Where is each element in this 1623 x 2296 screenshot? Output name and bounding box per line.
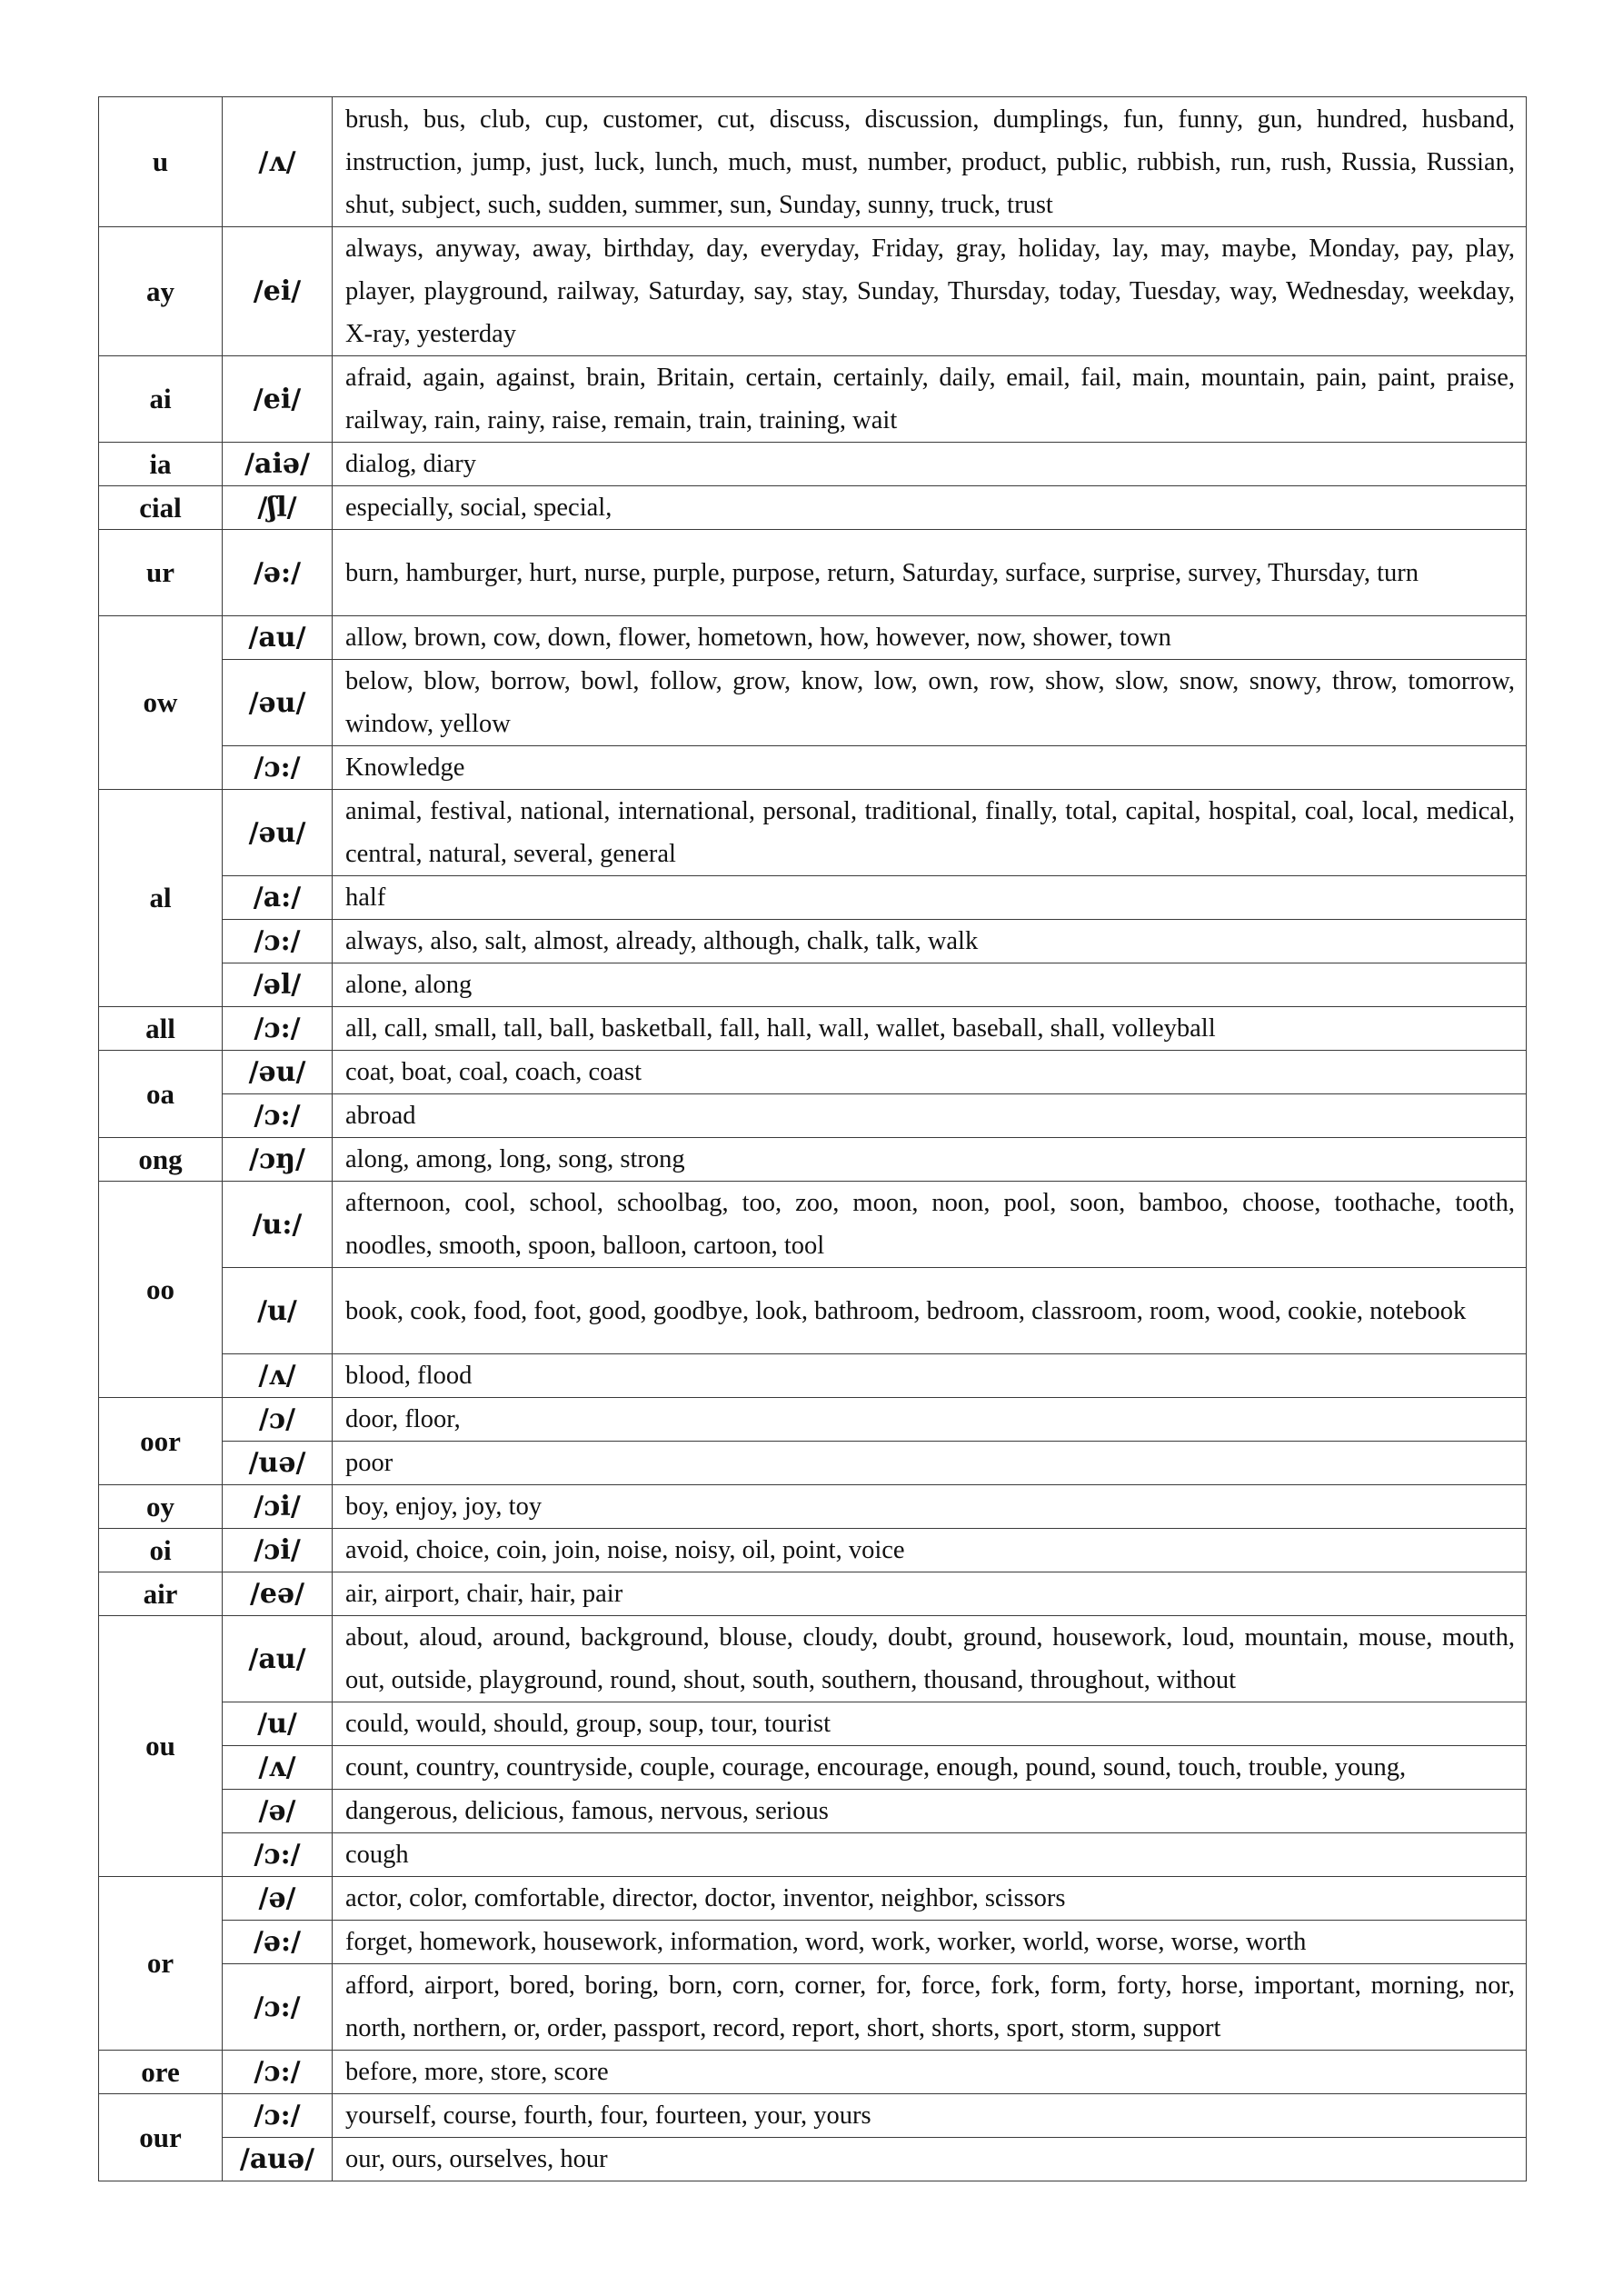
phonetic-symbol: /əu/ — [223, 790, 333, 876]
example-words: coat, boat, coal, coach, coast — [333, 1051, 1527, 1094]
example-words: cough — [333, 1833, 1527, 1877]
phonetic-symbol: /ei/ — [223, 227, 333, 356]
table-row — [99, 2094, 1527, 2138]
example-words: abroad — [333, 1094, 1527, 1138]
table-row — [99, 1094, 1527, 1138]
example-words: blood, flood — [333, 1354, 1527, 1398]
letter-group: air — [99, 1572, 223, 1616]
table-row — [99, 1268, 1527, 1354]
phonetic-symbol: /u/ — [223, 1702, 333, 1746]
letter-group: our — [99, 2094, 223, 2181]
phonetic-symbol: /eə/ — [223, 1572, 333, 1616]
example-words: count, country, countryside, couple, courage, encourage, enough, pound, sound, touch, trouble, young, — [333, 1746, 1527, 1790]
letter-group: oy — [99, 1485, 223, 1529]
table-row — [99, 1354, 1527, 1398]
phonetic-symbol: /uə/ — [223, 1442, 333, 1485]
example-words: all, call, small, tall, ball, basketball, fall, hall, wall, wallet, baseball, shall, volleyball — [333, 1007, 1527, 1051]
example-words: dialog, diary — [333, 443, 1527, 486]
example-words: before, more, store, score — [333, 2051, 1527, 2094]
phonetic-symbol: /au/ — [223, 1616, 333, 1702]
phonetic-symbol: /a:/ — [223, 876, 333, 920]
letter-group: al — [99, 790, 223, 1007]
phonetic-symbol: /ʌ/ — [223, 97, 333, 227]
example-words: could, would, should, group, soup, tour, tourist — [333, 1702, 1527, 1746]
phonetic-symbol: /ʃl/ — [223, 486, 333, 530]
letter-group: oa — [99, 1051, 223, 1138]
table-row — [99, 1138, 1527, 1182]
table-row — [99, 963, 1527, 1007]
example-words: Knowledge — [333, 746, 1527, 790]
letter-group: all — [99, 1007, 223, 1051]
phonetic-symbol: /əu/ — [223, 1051, 333, 1094]
letter-group: ong — [99, 1138, 223, 1182]
table-row — [99, 876, 1527, 920]
phonetic-symbol: /au/ — [223, 616, 333, 660]
example-words: door, floor, — [333, 1398, 1527, 1442]
table-row — [99, 443, 1527, 486]
table-row — [99, 1051, 1527, 1094]
table-row — [99, 1529, 1527, 1572]
table-row — [99, 660, 1527, 746]
letter-group: ai — [99, 356, 223, 443]
table-row — [99, 2138, 1527, 2181]
table-row — [99, 1182, 1527, 1268]
table-row — [99, 486, 1527, 530]
example-words: poor — [333, 1442, 1527, 1485]
phonetic-symbol: /ə:/ — [223, 1921, 333, 1964]
letter-group: ur — [99, 530, 223, 616]
example-words: afternoon, cool, school, schoolbag, too, zoo, moon, noon, pool, soon, bamboo, choose, toothache, tooth, noodles, smooth, spoon, balloon, cartoon, tool — [333, 1182, 1527, 1268]
example-words: yourself, course, fourth, four, fourteen, your, yours — [333, 2094, 1527, 2138]
table-row — [99, 2051, 1527, 2094]
letter-group: oi — [99, 1529, 223, 1572]
example-words: dangerous, delicious, famous, nervous, serious — [333, 1790, 1527, 1833]
phonetic-symbol: /ʌ/ — [223, 1354, 333, 1398]
letter-group: oor — [99, 1398, 223, 1485]
letter-group: or — [99, 1877, 223, 2051]
table-row — [99, 1746, 1527, 1790]
letter-group: ore — [99, 2051, 223, 2094]
phonetic-symbol: /əl/ — [223, 963, 333, 1007]
table-row — [99, 97, 1527, 227]
table-row — [99, 1921, 1527, 1964]
example-words: book, cook, food, foot, good, goodbye, look, bathroom, bedroom, classroom, room, wood, cookie, notebook — [333, 1268, 1527, 1354]
table-row — [99, 356, 1527, 443]
letter-group: ow — [99, 616, 223, 790]
phonetic-symbol: /ɔ:/ — [223, 2051, 333, 2094]
phonetic-symbol: /əu/ — [223, 660, 333, 746]
example-words: brush, bus, club, cup, customer, cut, discuss, discussion, dumplings, fun, funny, gun, hundred, husband, instruction, jump, just, luck, lunch, much, must, number, product, public, rubbish, run, rush, Russia, Russian, shut, subject, such, sudden, summer, sun, Sunday, sunny, truck, trust — [333, 97, 1527, 227]
phonetic-symbol: /u:/ — [223, 1182, 333, 1268]
table-row — [99, 1877, 1527, 1921]
phonetic-symbol: /ə/ — [223, 1877, 333, 1921]
phonetic-symbol: /ɔ:/ — [223, 1964, 333, 2051]
phonetic-symbol: /aiə/ — [223, 443, 333, 486]
phonetic-symbol: /ɔi/ — [223, 1529, 333, 1572]
example-words: air, airport, chair, hair, pair — [333, 1572, 1527, 1616]
table-row — [99, 227, 1527, 356]
letter-group: cial — [99, 486, 223, 530]
table-row — [99, 1485, 1527, 1529]
table-row — [99, 1398, 1527, 1442]
letter-group: ia — [99, 443, 223, 486]
table-row — [99, 1833, 1527, 1877]
phonetic-symbol: /u/ — [223, 1268, 333, 1354]
example-words: always, also, salt, almost, already, although, chalk, talk, walk — [333, 920, 1527, 963]
table-row — [99, 1616, 1527, 1702]
table-row — [99, 530, 1527, 616]
phonetic-symbol: /ɔ/ — [223, 1398, 333, 1442]
phonetic-symbol: /ɔ:/ — [223, 1833, 333, 1877]
example-words: especially, social, special, — [333, 486, 1527, 530]
letter-group: oo — [99, 1182, 223, 1398]
phonetic-symbol: /ɔŋ/ — [223, 1138, 333, 1182]
table-row — [99, 1964, 1527, 2051]
example-words: allow, brown, cow, down, flower, hometown, how, however, now, shower, town — [333, 616, 1527, 660]
example-words: forget, homework, housework, information, word, work, worker, world, worse, worse, worth — [333, 1921, 1527, 1964]
letter-group: ou — [99, 1616, 223, 1877]
example-words: boy, enjoy, joy, toy — [333, 1485, 1527, 1529]
phonetic-symbol: /ʌ/ — [223, 1746, 333, 1790]
letter-group: u — [99, 97, 223, 227]
table-row — [99, 790, 1527, 876]
table-row — [99, 616, 1527, 660]
phonics-table — [98, 96, 1527, 2181]
example-words: alone, along — [333, 963, 1527, 1007]
table-row — [99, 1007, 1527, 1051]
example-words: avoid, choice, coin, join, noise, noisy, oil, point, voice — [333, 1529, 1527, 1572]
example-words: afraid, again, against, brain, Britain, certain, certainly, daily, email, fail, main, mountain, pain, paint, praise, railway, rain, rainy, raise, remain, train, training, wait — [333, 356, 1527, 443]
example-words: actor, color, comfortable, director, doctor, inventor, neighbor, scissors — [333, 1877, 1527, 1921]
example-words: burn, hamburger, hurt, nurse, purple, purpose, return, Saturday, surface, surprise, survey, Thursday, turn — [333, 530, 1527, 616]
phonetic-symbol: /ɔ:/ — [223, 920, 333, 963]
phonetic-symbol: /ɔ:/ — [223, 1094, 333, 1138]
example-words: always, anyway, away, birthday, day, everyday, Friday, gray, holiday, lay, may, maybe, Monday, pay, play, player, playground, railway, Saturday, say, stay, Sunday, Thursday, today, Tuesday, way, Wednesday, weekday, X-ray, yesterday — [333, 227, 1527, 356]
phonetic-symbol: /auə/ — [223, 2138, 333, 2181]
example-words: afford, airport, bored, boring, born, corn, corner, for, force, fork, form, forty, horse, important, morning, nor, north, northern, or, order, passport, record, report, short, shorts, sport, storm, support — [333, 1964, 1527, 2051]
phonetic-symbol: /ɔ:/ — [223, 2094, 333, 2138]
letter-group: ay — [99, 227, 223, 356]
table-row — [99, 1572, 1527, 1616]
phonetic-symbol: /ɔi/ — [223, 1485, 333, 1529]
table-row — [99, 1442, 1527, 1485]
phonetic-symbol: /ə:/ — [223, 530, 333, 616]
example-words: about, aloud, around, background, blouse, cloudy, doubt, ground, housework, loud, mountain, mouse, mouth, out, outside, playground, round, shout, south, southern, thousand, throughout, without — [333, 1616, 1527, 1702]
example-words: below, blow, borrow, bowl, follow, grow, know, low, own, row, show, slow, snow, snowy, throw, tomorrow, window, yellow — [333, 660, 1527, 746]
phonetic-symbol: /ɔ:/ — [223, 1007, 333, 1051]
example-words: our, ours, ourselves, hour — [333, 2138, 1527, 2181]
phonetic-symbol: /ə/ — [223, 1790, 333, 1833]
phonics-table-body — [99, 97, 1527, 2181]
table-row — [99, 1790, 1527, 1833]
example-words: half — [333, 876, 1527, 920]
phonetic-symbol: /ei/ — [223, 356, 333, 443]
table-row — [99, 1702, 1527, 1746]
example-words: along, among, long, song, strong — [333, 1138, 1527, 1182]
phonetic-symbol: /ɔ:/ — [223, 746, 333, 790]
table-row — [99, 746, 1527, 790]
table-row — [99, 920, 1527, 963]
example-words: animal, festival, national, international, personal, traditional, finally, total, capital, hospital, coal, local, medical, central, natural, several, general — [333, 790, 1527, 876]
